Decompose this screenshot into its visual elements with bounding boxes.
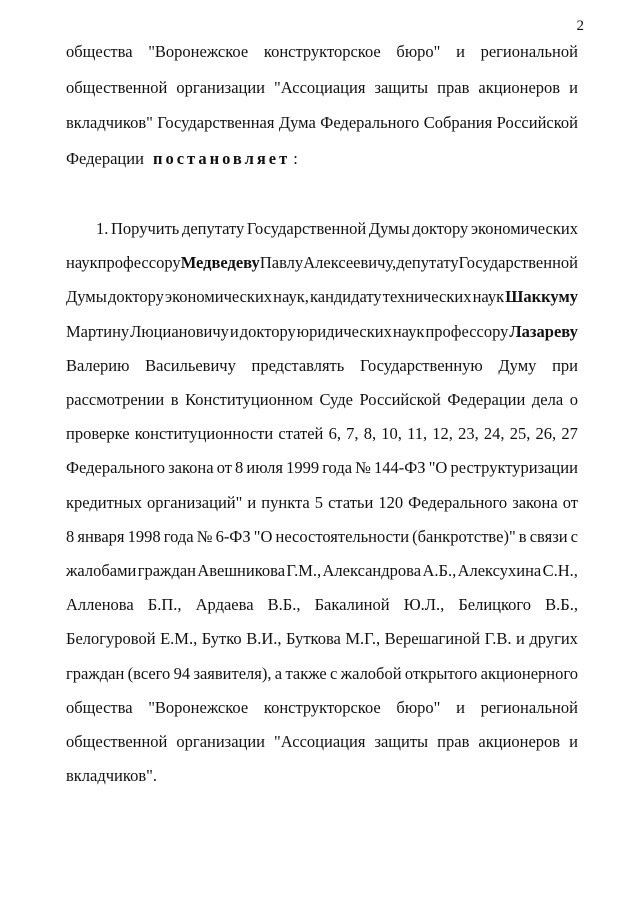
word: организации — [176, 732, 266, 751]
word: "Воронежское — [148, 42, 249, 61]
text-line — [66, 561, 578, 581]
text-line — [66, 42, 578, 62]
word: о — [569, 390, 578, 409]
word: Государственной — [246, 219, 367, 238]
text-line — [66, 698, 578, 718]
word: 144-ФЗ — [374, 458, 426, 477]
word: акционеров — [478, 78, 561, 97]
text-line — [66, 595, 578, 615]
text-line — [66, 287, 578, 307]
word: Бутко — [201, 629, 242, 648]
word: В.Б., — [545, 595, 578, 614]
text-line — [66, 253, 578, 273]
word: доктору — [107, 287, 164, 306]
word: Конституционном — [185, 390, 313, 409]
word: конструкторское — [263, 42, 381, 61]
word: Б.П., — [147, 595, 182, 614]
word: организации — [176, 78, 266, 97]
word: наук — [392, 322, 425, 341]
word: М.Г., — [345, 629, 381, 648]
word: Федерации — [447, 390, 526, 409]
word: января — [77, 527, 125, 546]
word: 27 — [561, 424, 578, 443]
word: Дума — [278, 113, 316, 132]
word: Российской — [359, 390, 441, 409]
word: закона — [512, 493, 558, 512]
text-line — [66, 493, 578, 513]
text-line — [66, 664, 578, 684]
word: и — [569, 732, 578, 751]
word: региональной — [480, 698, 578, 717]
word: 23, — [458, 424, 479, 443]
word: защиты — [374, 78, 429, 97]
text-line — [66, 78, 578, 98]
word: несостоятельности — [275, 527, 410, 546]
word: акционеров — [478, 732, 561, 751]
text-line — [66, 322, 578, 342]
word: Верешагиной — [384, 629, 481, 648]
word: Лазареву — [509, 322, 578, 341]
word: 8, — [363, 424, 377, 443]
word: и — [456, 698, 465, 717]
word: Алексухина — [457, 561, 542, 580]
decree-line — [66, 149, 578, 169]
word: (банкротстве)" — [412, 527, 516, 546]
word: Шаккуму — [505, 287, 578, 306]
word: общественной — [66, 78, 168, 97]
word: от — [216, 458, 232, 477]
word: Алленова — [66, 595, 134, 614]
word: Е.М., — [160, 629, 198, 648]
word: в — [518, 527, 527, 546]
word: связи — [529, 527, 568, 546]
word: В.И., — [246, 629, 282, 648]
decree-keyword: постановляет — [152, 149, 291, 168]
word: депутату — [396, 253, 459, 272]
word: реструктуризации — [450, 458, 578, 477]
word: "Ассоциация — [274, 78, 366, 97]
word: и — [229, 322, 239, 341]
page-number: 2 — [576, 18, 584, 34]
word: 8 — [66, 527, 75, 546]
word: других — [529, 629, 578, 648]
word: представлять — [251, 356, 345, 375]
word: 26, — [535, 424, 557, 443]
word: Г.М., — [286, 561, 322, 580]
word: Ю.Л., — [403, 595, 445, 614]
word: бюро" — [396, 698, 441, 717]
text-line — [66, 390, 578, 410]
text-line — [66, 113, 578, 133]
word: кредитных — [66, 493, 142, 512]
word: Думы — [66, 287, 107, 306]
word: открытого — [404, 664, 478, 683]
word: граждан — [66, 664, 125, 683]
word: бюро" — [396, 42, 441, 61]
text-line — [66, 458, 578, 478]
text-line — [66, 766, 578, 786]
word: 1998 — [127, 527, 161, 546]
word: Российской — [496, 113, 578, 132]
word: статей — [278, 424, 324, 443]
word: конструкторское — [263, 698, 381, 717]
word: 1999 — [286, 458, 320, 477]
word: Думы — [368, 219, 410, 238]
word: "О — [428, 458, 448, 477]
word: Павлу — [259, 253, 304, 272]
word: в — [170, 390, 179, 409]
word: "Ассоциация — [274, 732, 366, 751]
text-line — [96, 219, 578, 239]
word: общества — [66, 698, 133, 717]
word: 120 — [378, 493, 404, 512]
word: Ардаева — [195, 595, 254, 614]
word: Суде — [319, 390, 353, 409]
word: А.Б., — [422, 561, 457, 580]
word: закона — [168, 458, 214, 477]
word: жалобами — [66, 561, 137, 580]
word: (всего — [127, 664, 171, 683]
text-line — [66, 424, 578, 444]
word: и — [247, 493, 257, 512]
word: общественной — [66, 732, 168, 751]
word: 24, — [483, 424, 505, 443]
word: Бакалиной — [314, 595, 390, 614]
word: 25, — [509, 424, 531, 443]
word: Александрова — [322, 561, 422, 580]
word: заявителя), — [193, 664, 272, 683]
word: № — [196, 527, 213, 546]
word: профессору — [97, 253, 181, 272]
word: региональной — [480, 42, 578, 61]
word: доктору — [239, 322, 296, 341]
word: Государственная — [157, 113, 275, 132]
word: Г.В. — [484, 629, 512, 648]
word: от — [562, 493, 578, 512]
word: "Воронежское — [148, 698, 249, 717]
word: экономических — [470, 219, 578, 238]
word: Буткова — [286, 629, 341, 648]
word: "О — [253, 527, 273, 546]
word: также — [285, 664, 327, 683]
word: В.Б., — [267, 595, 301, 614]
word: и — [456, 42, 465, 61]
word: 6-ФЗ — [215, 527, 251, 546]
word: года — [322, 458, 353, 477]
word: Белицкого — [458, 595, 532, 614]
word: Собрания — [423, 113, 493, 132]
word: общества — [66, 42, 133, 61]
word: Федерации — [66, 149, 144, 168]
word: кандидату — [309, 287, 382, 306]
word: статьи — [328, 493, 374, 512]
word: наук, — [273, 287, 309, 306]
word: рассмотрении — [66, 390, 165, 409]
word: 7, — [346, 424, 359, 443]
punctuation: : — [293, 149, 298, 168]
word: проверке — [66, 424, 130, 443]
word: 5 — [314, 493, 324, 512]
word: а — [274, 664, 283, 683]
word: 1. — [96, 219, 109, 238]
word: жалобой — [340, 664, 402, 683]
word: Алексеевичу, — [303, 253, 397, 272]
word: года — [163, 527, 194, 546]
word: наук — [66, 253, 98, 272]
word: Федерального — [408, 493, 508, 512]
word: экономических — [165, 287, 273, 306]
word: 6, — [328, 424, 341, 443]
word: с — [570, 527, 578, 546]
word: наук — [472, 287, 505, 306]
text-line — [66, 527, 578, 547]
word: Мартину — [66, 322, 130, 341]
word: Васильевичу — [145, 356, 236, 375]
word: профессору — [425, 322, 509, 341]
word: 12, — [432, 424, 453, 443]
word: защиты — [374, 732, 429, 751]
text-line — [66, 356, 578, 376]
word: доктору — [412, 219, 469, 238]
word: пункта — [261, 493, 310, 512]
word: Авешникова — [197, 561, 286, 580]
word: вкладчиков" — [66, 113, 153, 132]
word: депутату — [181, 219, 245, 238]
word: с — [330, 664, 338, 683]
word: Люциановичу — [130, 322, 229, 341]
word: Государственной — [458, 253, 578, 272]
word: Думу — [498, 356, 537, 375]
word: юридических — [296, 322, 392, 341]
word: 10, — [381, 424, 402, 443]
word: Белогуровой — [66, 629, 156, 648]
word: Медведеву — [180, 253, 260, 272]
word: С.Н., — [542, 561, 578, 580]
word: и — [569, 78, 578, 97]
word: прав — [437, 732, 470, 751]
word: июля — [246, 458, 283, 477]
word: вкладчиков". — [66, 766, 157, 785]
word: конституционности — [134, 424, 274, 443]
word: акционерного — [480, 664, 578, 683]
word: Валерию — [66, 356, 130, 375]
text-line — [66, 732, 578, 752]
word: Федерального — [66, 458, 166, 477]
word: дела — [531, 390, 564, 409]
word: 11, — [407, 424, 428, 443]
word: 8 — [235, 458, 244, 477]
word: 94 — [173, 664, 191, 683]
word: Поручить — [111, 219, 180, 238]
word: № — [355, 458, 371, 477]
word: Государственную — [359, 356, 483, 375]
word: технических — [382, 287, 472, 306]
word: и — [516, 629, 525, 648]
word: при — [552, 356, 578, 375]
word: граждан — [137, 561, 197, 580]
word: Федерального — [320, 113, 420, 132]
word: организаций" — [147, 493, 243, 512]
word: прав — [437, 78, 470, 97]
text-line — [66, 629, 578, 649]
